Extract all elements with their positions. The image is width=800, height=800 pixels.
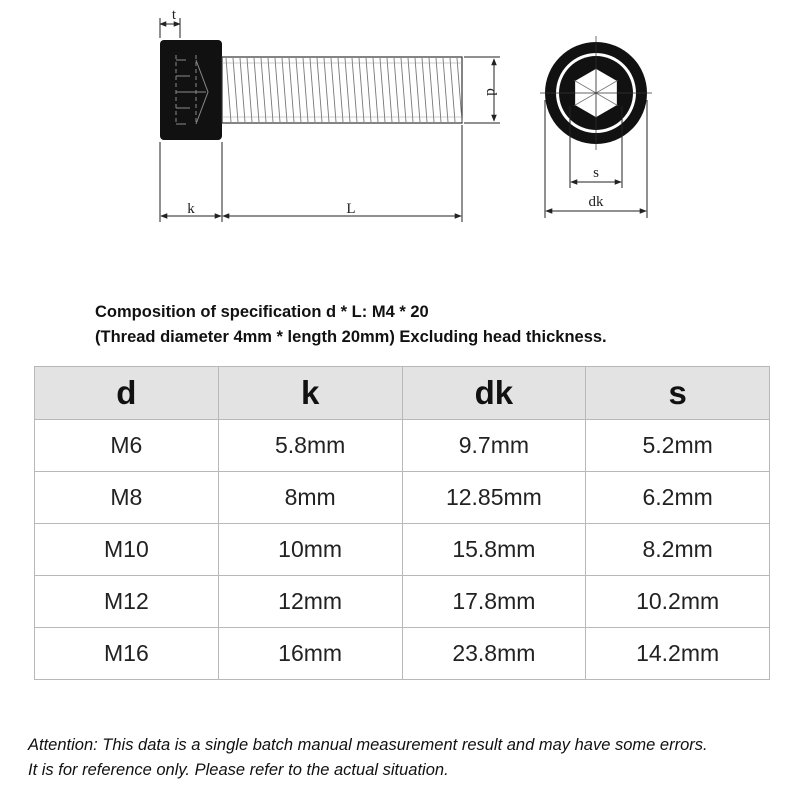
cell-dk: 9.7mm: [402, 420, 586, 472]
cell-s: 10.2mm: [586, 576, 770, 628]
cell-dk: 23.8mm: [402, 628, 586, 680]
cell-d: M12: [35, 576, 219, 628]
cell-dk: 17.8mm: [402, 576, 586, 628]
table-row: [35, 524, 770, 576]
label-d: d: [483, 88, 499, 96]
label-s: s: [593, 165, 599, 181]
cell-k: 8mm: [218, 472, 402, 524]
note-line-1: Attention: This data is a single batch manual measurement result and may have some errors.: [28, 736, 708, 754]
attention-note: [28, 733, 798, 783]
label-k: k: [187, 201, 195, 217]
header-dk: dk: [402, 367, 586, 420]
cell-s: 6.2mm: [586, 472, 770, 524]
screw-technical-drawing: [0, 0, 800, 260]
note-line-2: It is for reference only. Please refer to the actual situation.: [28, 761, 449, 779]
label-t: t: [171, 7, 177, 23]
cell-s: 8.2mm: [586, 524, 770, 576]
header-s: s: [586, 367, 770, 420]
cell-d: M16: [35, 628, 219, 680]
cell-d: M10: [35, 524, 219, 576]
table-header-row: [35, 367, 770, 420]
header-k: k: [218, 367, 402, 420]
cell-k: 16mm: [218, 628, 402, 680]
label-dk: dk: [588, 194, 604, 210]
cell-k: 5.8mm: [218, 420, 402, 472]
table-row: [35, 576, 770, 628]
table-row: [35, 420, 770, 472]
screw-head-front-view: [540, 36, 652, 218]
specification-text: [95, 300, 785, 350]
spec-line-1: Composition of specification d * L: M4 * 20: [95, 303, 429, 321]
label-L: L: [346, 201, 356, 217]
table-row: [35, 628, 770, 680]
cell-s: 5.2mm: [586, 420, 770, 472]
screw-side-view: [160, 7, 500, 222]
cell-dk: 12.85mm: [402, 472, 586, 524]
screw-head: [160, 40, 222, 140]
cell-dk: 15.8mm: [402, 524, 586, 576]
table-row: [35, 472, 770, 524]
spec-line-2: (Thread diameter 4mm * length 20mm) Excluding head thickness.: [95, 328, 607, 346]
header-d: d: [35, 367, 219, 420]
cell-d: M8: [35, 472, 219, 524]
cell-k: 12mm: [218, 576, 402, 628]
cell-k: 10mm: [218, 524, 402, 576]
cell-s: 14.2mm: [586, 628, 770, 680]
cell-d: M6: [35, 420, 219, 472]
size-table: [34, 366, 770, 680]
